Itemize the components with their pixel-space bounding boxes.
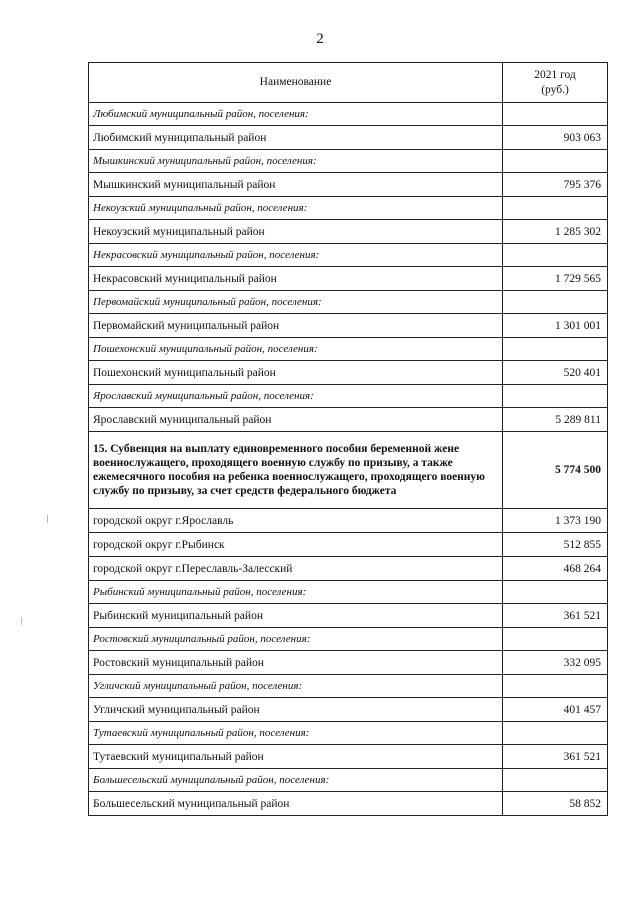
section-row	[89, 244, 608, 267]
amount-cell	[503, 581, 608, 604]
section-row	[89, 338, 608, 361]
name-cell: городской округ г.Ярославль	[89, 509, 503, 533]
table-row	[89, 557, 608, 581]
scan-mark	[21, 617, 22, 625]
amount-cell: 332 095	[503, 651, 608, 675]
table-row	[89, 408, 608, 432]
section-row	[89, 150, 608, 173]
header-name-cell: Наименование	[89, 63, 503, 103]
section-name-cell: Ярославский муниципальный район, поселения:	[89, 385, 503, 408]
section-name-cell: Тутаевский муниципальный район, поселения:	[89, 722, 503, 745]
amount-cell: 361 521	[503, 604, 608, 628]
scan-mark	[47, 515, 48, 523]
table-row	[89, 745, 608, 769]
section-name-cell: Большесельский муниципальный район, поселения:	[89, 769, 503, 792]
amount-cell	[503, 103, 608, 126]
name-cell: 15. Субвенция на выплату единовременного пособия беременной жене военнослужащего, проходящего военную службу по призыву, а также ежемесячного пособия на ребенка военнослужащего, проходящего военную службу по призыву, за счет средств федерального бюджета	[89, 432, 503, 509]
amount-cell	[503, 722, 608, 745]
name-cell: Некоузский муниципальный район	[89, 220, 503, 244]
amount-cell	[503, 675, 608, 698]
header-amount-cell: 2021 год (руб.)	[503, 63, 608, 103]
table-row	[89, 220, 608, 244]
amount-cell	[503, 197, 608, 220]
amount-cell: 401 457	[503, 698, 608, 722]
page-number: 2	[316, 31, 324, 47]
table-row	[89, 533, 608, 557]
amount-cell: 5 289 811	[503, 408, 608, 432]
amount-cell: 468 264	[503, 557, 608, 581]
table-row	[89, 314, 608, 338]
section-name-cell: Некрасовский муниципальный район, поселения:	[89, 244, 503, 267]
table-row	[89, 509, 608, 533]
budget-table	[88, 62, 608, 816]
section-row	[89, 722, 608, 745]
amount-cell: 512 855	[503, 533, 608, 557]
name-cell: Тутаевский муниципальный район	[89, 745, 503, 769]
table-row	[89, 267, 608, 291]
section-name-cell: Первомайский муниципальный район, поселения:	[89, 291, 503, 314]
amount-cell: 5 774 500	[503, 432, 608, 509]
name-cell: Большесельский муниципальный район	[89, 792, 503, 816]
section-name-cell: Ростовский муниципальный район, поселения:	[89, 628, 503, 651]
amount-cell	[503, 244, 608, 267]
name-cell: Ростовский муниципальный район	[89, 651, 503, 675]
amount-cell: 1 301 001	[503, 314, 608, 338]
section-row	[89, 769, 608, 792]
name-cell: Угличский муниципальный район	[89, 698, 503, 722]
table-row	[89, 792, 608, 816]
subsidy-title-row	[89, 432, 608, 509]
amount-cell	[503, 769, 608, 792]
table-row	[89, 173, 608, 197]
table-row	[89, 604, 608, 628]
amount-cell: 1 285 302	[503, 220, 608, 244]
name-cell: городской округ г.Переславль-Залесский	[89, 557, 503, 581]
table-row	[89, 126, 608, 150]
section-row	[89, 197, 608, 220]
table-header-row	[89, 63, 608, 103]
section-name-cell: Рыбинский муниципальный район, поселения:	[89, 581, 503, 604]
name-cell: Любимский муниципальный район	[89, 126, 503, 150]
amount-cell	[503, 338, 608, 361]
amount-cell	[503, 385, 608, 408]
name-cell: Ярославский муниципальный район	[89, 408, 503, 432]
name-cell: Мышкинский муниципальный район	[89, 173, 503, 197]
name-cell: Первомайский муниципальный район	[89, 314, 503, 338]
amount-cell	[503, 150, 608, 173]
name-cell: Пошехонский муниципальный район	[89, 361, 503, 385]
name-cell: Некрасовский муниципальный район	[89, 267, 503, 291]
section-row	[89, 291, 608, 314]
table-row	[89, 361, 608, 385]
table-body	[89, 63, 608, 816]
name-cell: городской округ г.Рыбинск	[89, 533, 503, 557]
name-cell: Рыбинский муниципальный район	[89, 604, 503, 628]
amount-cell: 361 521	[503, 745, 608, 769]
amount-cell: 58 852	[503, 792, 608, 816]
amount-cell	[503, 628, 608, 651]
table-row	[89, 651, 608, 675]
amount-cell: 795 376	[503, 173, 608, 197]
amount-cell: 1 373 190	[503, 509, 608, 533]
section-name-cell: Любимский муниципальный район, поселения:	[89, 103, 503, 126]
section-name-cell: Мышкинский муниципальный район, поселения:	[89, 150, 503, 173]
section-row	[89, 675, 608, 698]
section-row	[89, 628, 608, 651]
table-row	[89, 698, 608, 722]
section-row	[89, 103, 608, 126]
amount-cell: 903 063	[503, 126, 608, 150]
amount-cell: 1 729 565	[503, 267, 608, 291]
section-name-cell: Пошехонский муниципальный район, поселения:	[89, 338, 503, 361]
section-name-cell: Некоузский муниципальный район, поселения:	[89, 197, 503, 220]
amount-cell	[503, 291, 608, 314]
section-row	[89, 581, 608, 604]
section-name-cell: Угличский муниципальный район, поселения:	[89, 675, 503, 698]
section-row	[89, 385, 608, 408]
amount-cell: 520 401	[503, 361, 608, 385]
